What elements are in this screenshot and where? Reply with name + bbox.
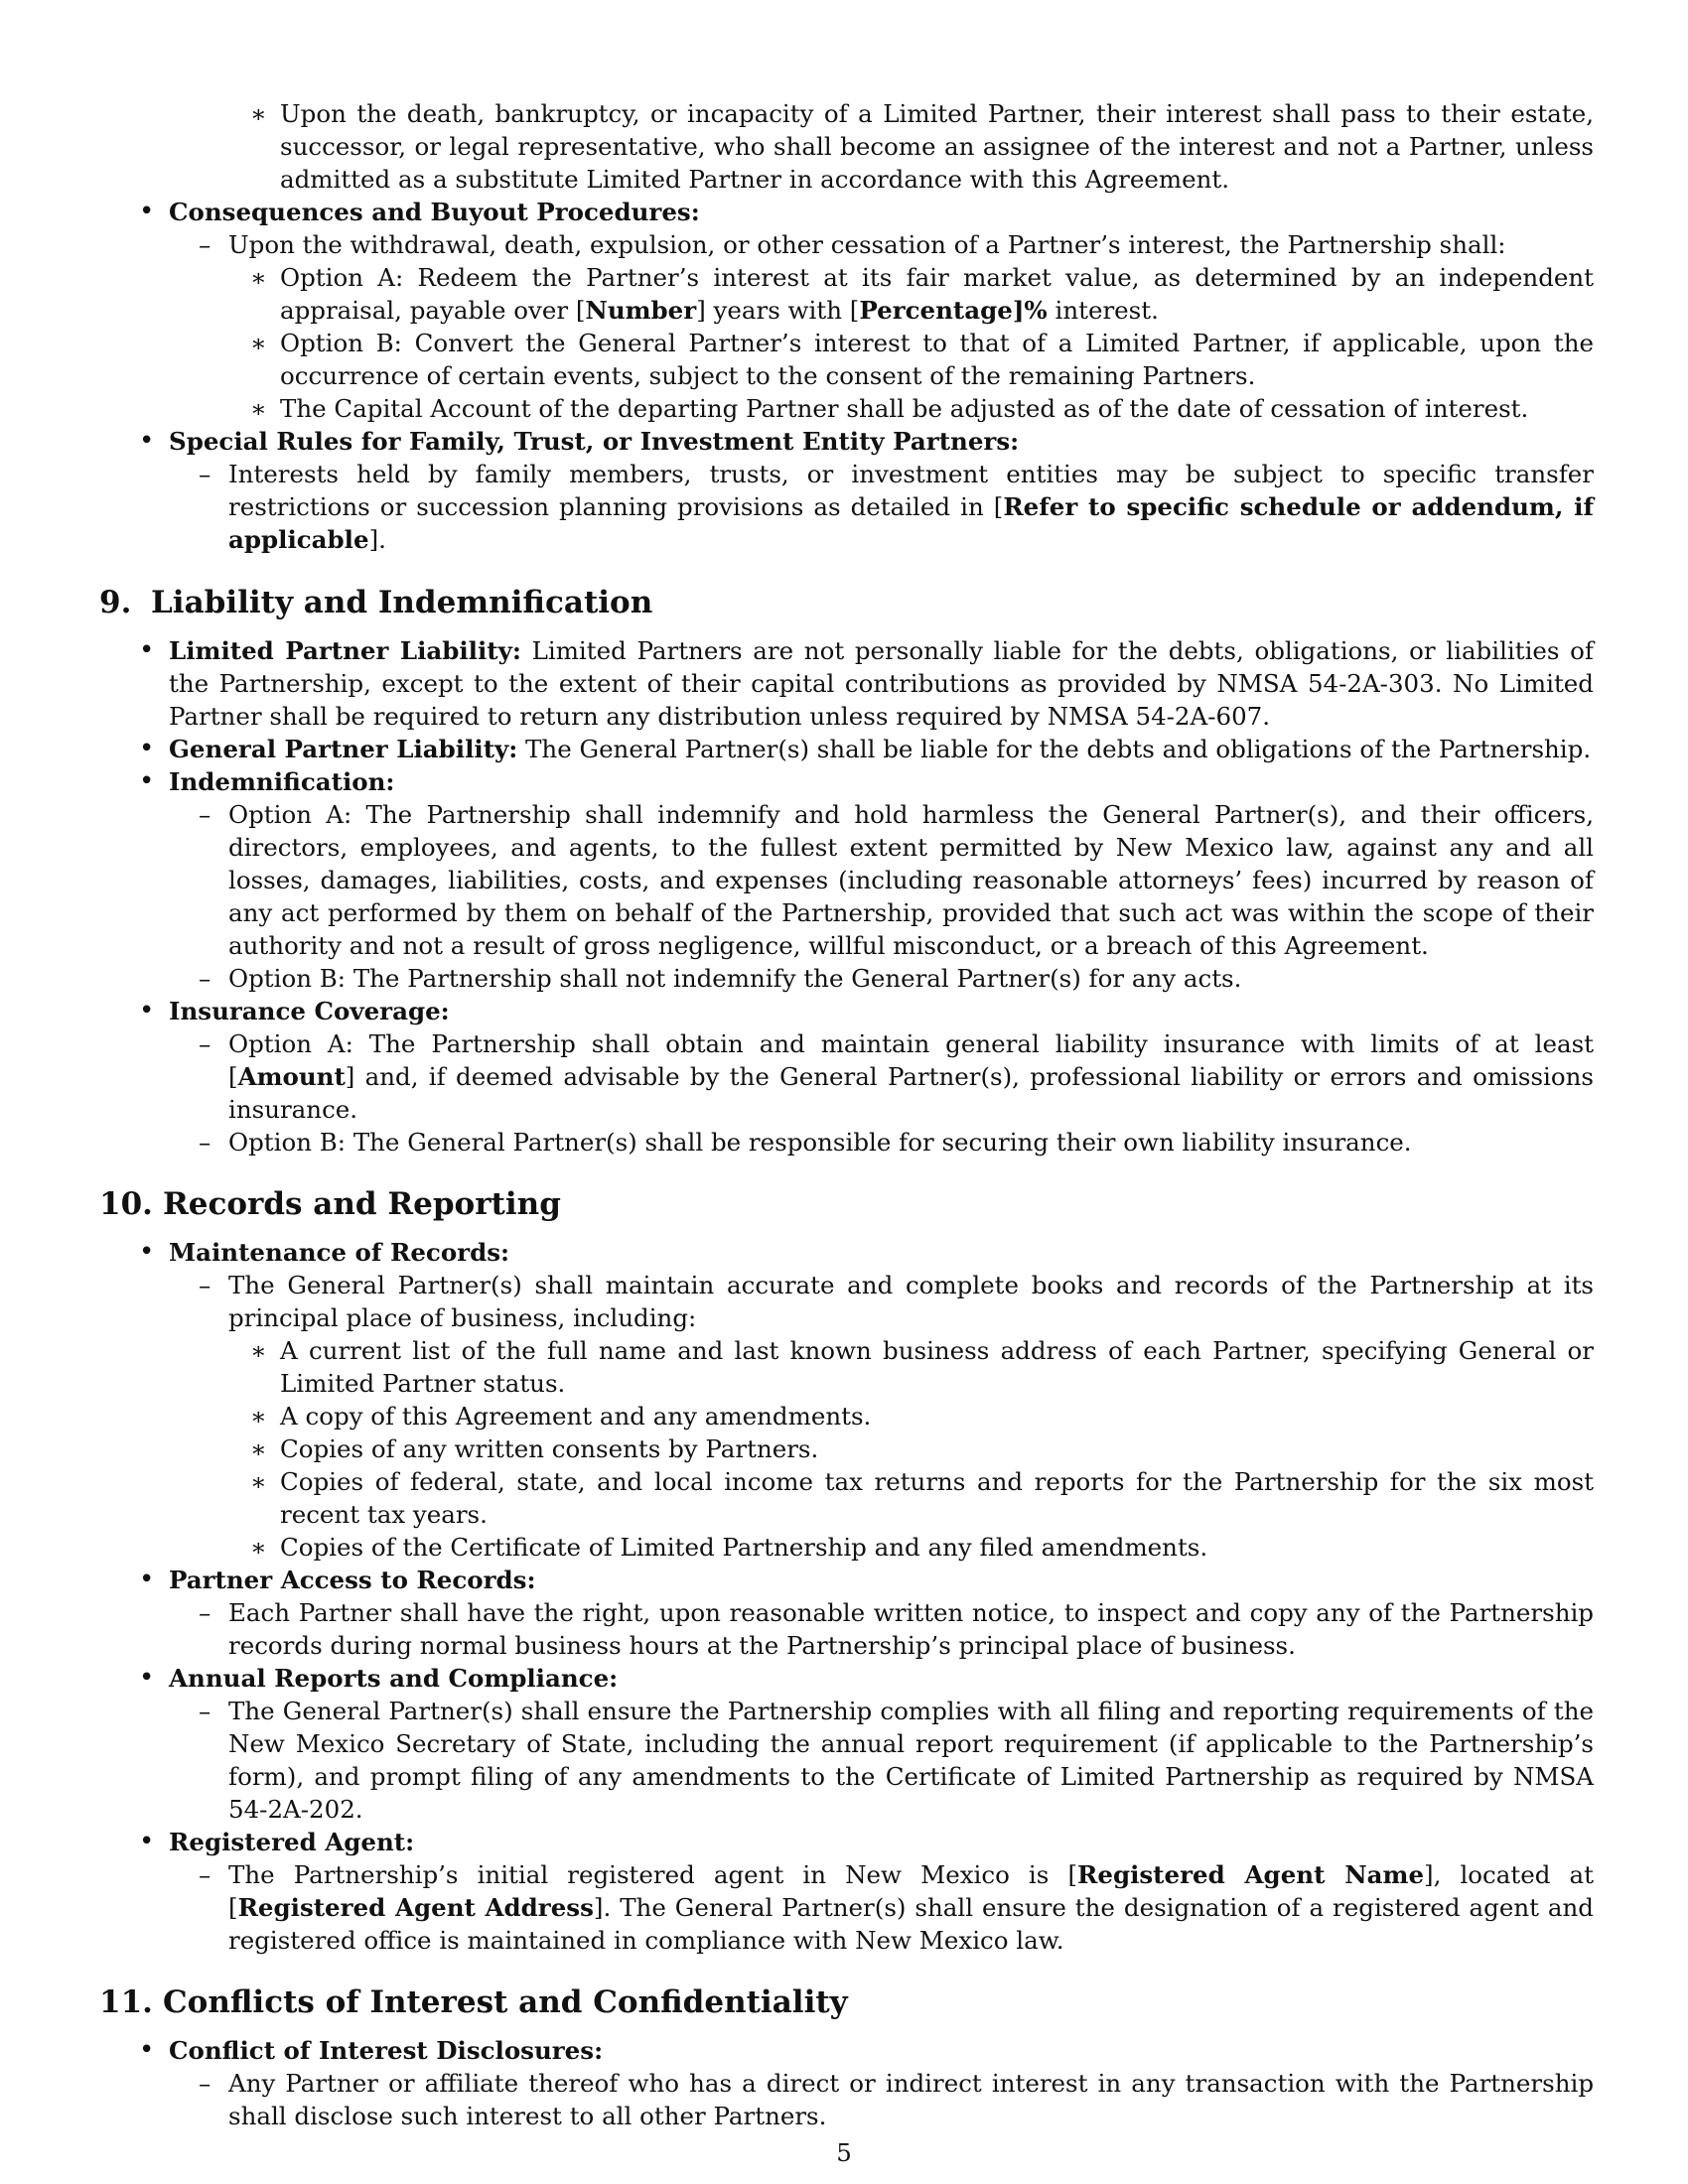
dash-bullet-icon: –	[199, 1860, 211, 1889]
item-label: Registered Agent:	[169, 1828, 415, 1856]
page-number: 5	[836, 2138, 852, 2167]
asterisk-bullet-icon: ∗	[250, 263, 267, 292]
item-label: Special Rules for Family, Trust, or Investment Entity Partners:	[169, 427, 1020, 456]
bullet-icon: •	[139, 197, 155, 226]
list-item: – Option B: The General Partner(s) shall be responsible for securing their own liability insurance.	[199, 1128, 1412, 1157]
list-item: – Each Partner shall have the right, upon reasonable written notice, to inspect and copy any of the Partnership records during normal business hours at the Partnership’s principal place of business.	[199, 1598, 1594, 1660]
bullet-icon: •	[139, 734, 155, 763]
dash-bullet-icon: –	[199, 2069, 211, 2098]
list-item	[99, 765, 1594, 798]
asterisk-bullet-icon: ∗	[250, 1434, 267, 1463]
bullet-icon: •	[139, 2035, 155, 2065]
list-item	[99, 995, 1594, 1027]
list-item	[99, 425, 1594, 458]
dash-bullet-icon: –	[199, 964, 211, 993]
dash-bullet-icon: –	[199, 460, 211, 488]
item-label: Maintenance of Records:	[169, 1238, 510, 1267]
placeholder-schedule: Refer to specific schedule or addendum, if applicable	[228, 492, 1594, 554]
item-label: Conflict of Interest Disclosures:	[169, 2036, 604, 2065]
bullet-icon: •	[139, 1663, 155, 1693]
dash-bullet-icon: –	[199, 1029, 211, 1058]
placeholder-agent-address: Registered Agent Address	[237, 1893, 594, 1922]
item-label: Limited Partner Liability:	[169, 636, 521, 665]
list-item: ∗ A copy of this Agreement and any amendments.	[250, 1402, 872, 1431]
list-item: ∗ The Capital Account of the departing Partner shall be adjusted as of the date of cessation of interest.	[250, 394, 1529, 423]
bullet-icon: •	[139, 1237, 155, 1267]
bullet-icon: •	[139, 996, 155, 1025]
section-heading: 11. Conflicts of Interest and Confidentiality	[99, 1984, 848, 2020]
list-item	[99, 196, 1594, 228]
list-item: – Interests held by family members, trusts, or investment entities may be subject to specific transfer restrictions or succession planning provisions as detailed in [Refer to specific schedule or addendum, if applicable].	[199, 460, 1594, 554]
asterisk-bullet-icon: ∗	[250, 1402, 267, 1431]
dash-bullet-icon: –	[199, 800, 211, 829]
list-item: – Option B: The Partnership shall not indemnify the General Partner(s) for any acts.	[199, 964, 1242, 993]
list-item: ∗ Copies of any written consents by Partners.	[250, 1434, 819, 1463]
list-item	[99, 1662, 1594, 1695]
bullet-icon: •	[139, 426, 155, 456]
document-page	[99, 97, 1594, 2132]
list-item: – The General Partner(s) shall ensure the Partnership complies with all filing and reporting requirements of the New Mexico Secretary of State, including the annual report requirement (if applicable to the Partnership’s form), and prompt filing of any amendments to the Certificate of Limited Partnership as required by NMSA 54-2A-202.	[199, 1697, 1594, 1824]
placeholder-amount: Amount	[237, 1062, 346, 1091]
list-item: – Option A: The Partnership shall indemnify and hold harmless the General Partner(s), and their officers, directors, employees, and agents, to the fullest extent permitted by New Mexico law, against any and all losses, damages, liabilities, costs, and expenses (including reasonable attorneys’ fees) incurred by reason of any act performed by them on behalf of the Partnership, provided that such act was within the scope of their authority and not a result of gross negligence, willful misconduct, or a breach of this Agreement.	[199, 800, 1594, 960]
item-label: Insurance Coverage:	[169, 997, 450, 1025]
placeholder-number: Number	[585, 296, 697, 325]
asterisk-bullet-icon: ∗	[250, 99, 267, 128]
dash-bullet-icon: –	[199, 1271, 211, 1299]
list-item: • Limited Partner Liability: Limited Partners are not personally liable for the debts, obligations, or liabilities of the Partnership, except to the extent of their capital contributions as provided by NMSA 54-2A-303. No Limited Partner shall be required to return any distribution unless required by NMSA 54-2A-607.	[139, 635, 1594, 731]
item-label: General Partner Liability:	[169, 735, 518, 763]
bullet-icon: •	[139, 1827, 155, 1856]
list-item: ∗ A current list of the full name and last known business address of each Partner, specifying General or Limited Partner status.	[250, 1336, 1594, 1398]
list-item: – The Partnership’s initial registered agent in New Mexico is [Registered Agent Name], located at [Registered Agent Address]. The General Partner(s) shall ensure the designation of a registered agent and registered office is maintained in compliance with New Mexico law.	[199, 1860, 1594, 1955]
placeholder-percentage: Percentage]%	[859, 296, 1048, 325]
asterisk-bullet-icon: ∗	[250, 329, 267, 357]
item-label: Consequences and Buyout Procedures:	[169, 198, 700, 226]
list-item: ∗ Option B: Convert the General Partner’s interest to that of a Limited Partner, if applicable, upon the occurrence of certain events, subject to the consent of the remaining Partners.	[250, 329, 1594, 390]
list-item: ∗ Copies of the Certificate of Limited Partnership and any filed amendments.	[250, 1533, 1208, 1562]
section-heading: 9. Liability and Indemnification	[99, 585, 653, 620]
list-item: ∗ Copies of federal, state, and local income tax returns and reports for the Partnership for the six most recent tax years.	[250, 1467, 1594, 1529]
list-item	[99, 1564, 1594, 1596]
list-item: ∗ Option A: Redeem the Partner’s interest at its fair market value, as determined by an independent appraisal, payable over [Number] years with [Percentage]% interest.	[250, 263, 1594, 325]
list-item: – Any Partner or affiliate thereof who has a direct or indirect interest in any transaction with the Partnership shall disclose such interest to all other Partners.	[199, 2069, 1594, 2130]
asterisk-bullet-icon: ∗	[250, 1533, 267, 1562]
item-label: Indemnification:	[169, 767, 395, 796]
dash-bullet-icon: –	[199, 1598, 211, 1627]
list-item: – Upon the withdrawal, death, expulsion, or other cessation of a Partner’s interest, the Partnership shall:	[199, 230, 1506, 259]
asterisk-bullet-icon: ∗	[250, 394, 267, 423]
list-item: – The General Partner(s) shall maintain accurate and complete books and records of the Partnership at its principal place of business, including:	[199, 1271, 1594, 1332]
dash-bullet-icon: –	[199, 230, 211, 259]
section-heading: 10. Records and Reporting	[99, 1186, 561, 1222]
list-item: • General Partner Liability: The General Partner(s) shall be liable for the debts and obligations of the Partnership.	[139, 734, 1592, 763]
list-item	[99, 1826, 1594, 1858]
item-label: Annual Reports and Compliance:	[169, 1664, 619, 1693]
bullet-icon: •	[139, 635, 155, 665]
list-item: – Option A: The Partnership shall obtain and maintain general liability insurance with limits of at least [Amount] and, if deemed advisable by the General Partner(s), professional liability or errors and omissions insurance.	[199, 1029, 1594, 1124]
item-label: Partner Access to Records:	[169, 1566, 536, 1594]
asterisk-bullet-icon: ∗	[250, 1467, 267, 1496]
dash-bullet-icon: –	[199, 1697, 211, 1725]
list-item	[99, 2034, 1594, 2067]
bullet-icon: •	[139, 1565, 155, 1594]
list-item: ∗ Upon the death, bankruptcy, or incapacity of a Limited Partner, their interest shall pass to their estate, successor, or legal representative, who shall become an assignee of the interest and not a Partner, unless admitted as a substitute Limited Partner in accordance with this Agreement.	[250, 99, 1594, 194]
list-item	[99, 1236, 1594, 1269]
bullet-icon: •	[139, 766, 155, 796]
placeholder-agent-name: Registered Agent Name	[1077, 1860, 1425, 1889]
asterisk-bullet-icon: ∗	[250, 1336, 267, 1365]
dash-bullet-icon: –	[199, 1128, 211, 1157]
